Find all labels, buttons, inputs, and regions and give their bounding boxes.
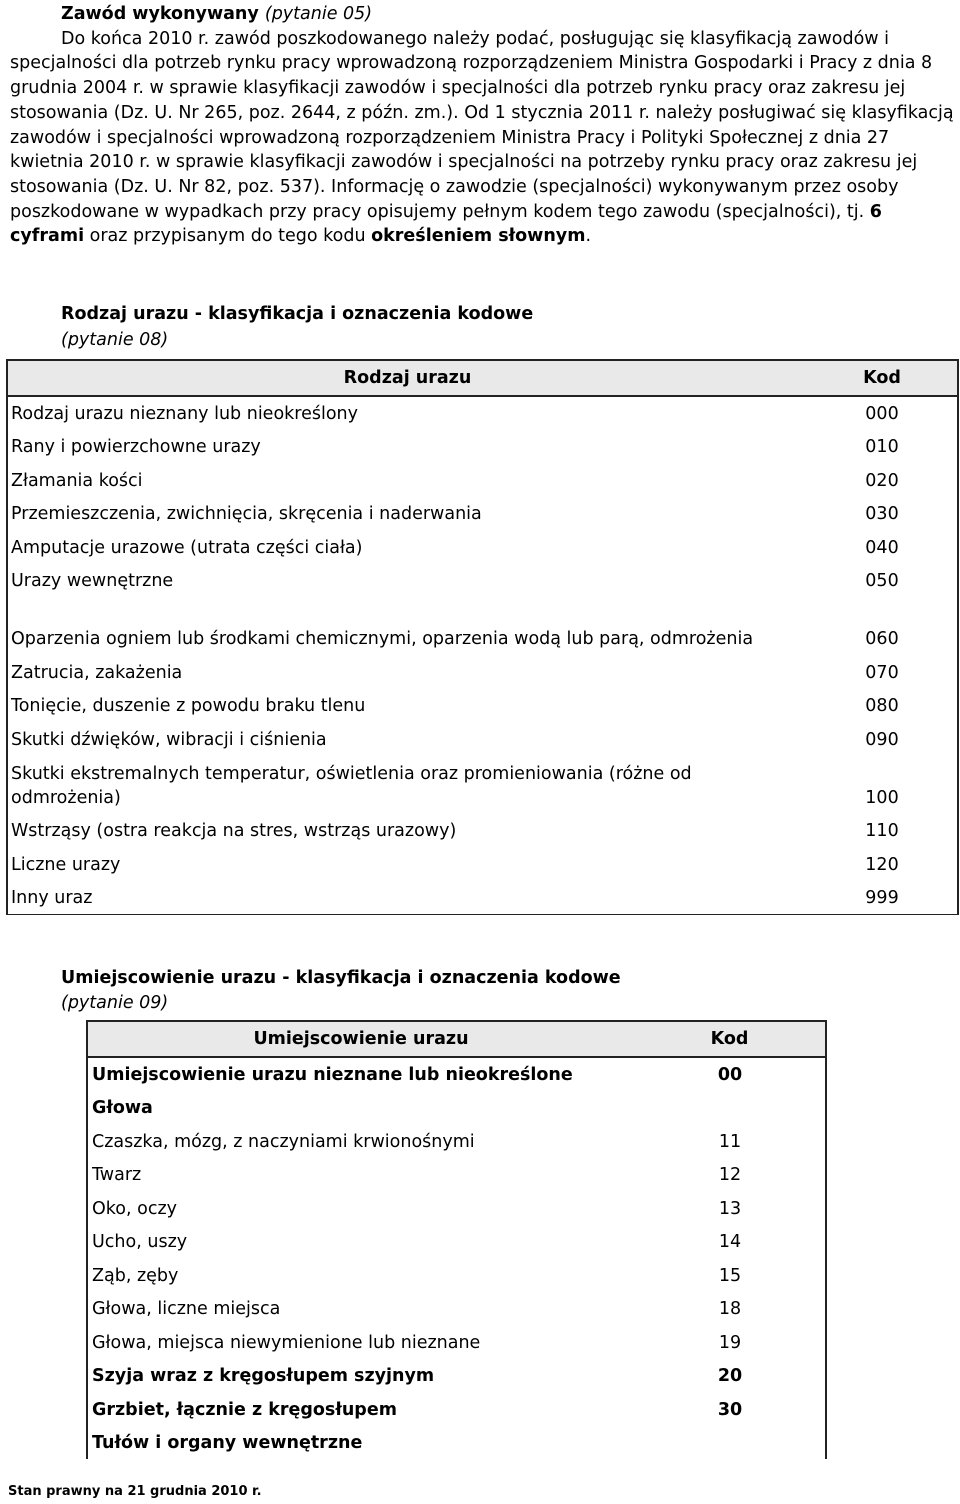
- table-row: [7, 396, 958, 430]
- row-code-cell: 20: [717, 1366, 743, 1386]
- row-code-cell: 11: [718, 1131, 742, 1152]
- row-code-cell: 060: [865, 629, 899, 649]
- intro-bold-2: określeniem słownym: [371, 226, 586, 247]
- column-header-code: Kod: [631, 1021, 826, 1057]
- row-name-cell: Skutki dźwięków, wibracji i ciśnienia: [11, 729, 327, 750]
- row-name-cell: Liczne urazy: [11, 854, 121, 875]
- table-row: [87, 1359, 826, 1393]
- row-code-cell: 040: [865, 537, 899, 558]
- intro-title-paren: (pytanie 05): [264, 4, 373, 24]
- intro-bold-1: 6 cyframi: [10, 201, 882, 247]
- row-name-cell: Tonięcie, duszenie z powodu braku tlenu: [11, 696, 366, 716]
- table-row: [87, 1124, 826, 1158]
- table-row: [7, 847, 958, 881]
- injury-type-table: [6, 359, 959, 915]
- row-name-cell: Skutki ekstremalnych temperatur, oświetlenia oraz promieniowania (różne od odmrożenia): [11, 763, 692, 808]
- row-name-cell: Głowa, miejsca niewymienione lub nieznane: [92, 1332, 481, 1353]
- row-name-cell: Szyja wraz z kręgosłupem szyjnym: [92, 1366, 435, 1386]
- row-code-cell: 000: [865, 403, 899, 424]
- table-header-row: [87, 1021, 826, 1057]
- row-code-cell: 010: [865, 437, 899, 457]
- injury-type-heading: Rodzaj urazu - klasyfikacja i oznaczenia kodowe: [61, 304, 534, 324]
- row-name-cell: Oparzenia ogniem lub środkami chemicznymi, oparzenia wodą lub parą, odmrożenia: [11, 629, 754, 649]
- row-code-cell: 19: [718, 1332, 742, 1353]
- injury-type-subheading: (pytanie 08): [61, 330, 169, 350]
- row-code-cell: 00: [717, 1064, 743, 1085]
- row-name-cell: Przemieszczenia, zwichnięcia, skręcenia i naderwania: [11, 504, 482, 524]
- row-code-cell: 30: [717, 1399, 743, 1420]
- row-name-cell: Zatrucia, zakażenia: [11, 662, 183, 683]
- intro-section: [10, 2, 955, 249]
- row-code-cell: 13: [718, 1198, 742, 1219]
- injury-location-table: [86, 1020, 827, 1459]
- injury-location-subheading: (pytanie 09): [61, 993, 169, 1013]
- row-code-cell: 110: [865, 821, 899, 841]
- table-row: [7, 597, 958, 655]
- row-name-cell: Ząb, zęby: [92, 1265, 179, 1286]
- row-name-cell: Amputacje urazowe (utrata części ciała): [11, 537, 363, 558]
- row-code-cell: 030: [865, 504, 899, 524]
- row-code-cell: [631, 1091, 826, 1125]
- row-code-cell: 12: [718, 1165, 742, 1185]
- row-name-cell: Wstrząsy (ostra reakcja na stres, wstrząs urazowy): [11, 821, 457, 841]
- row-name-cell: Tułów i organy wewnętrzne: [92, 1433, 363, 1453]
- intro-first-line: Do końca 2010 r. zawód poszkodowanego należy podać, posługując się klasyfikacją zawodów i: [61, 28, 890, 49]
- table-row: [87, 1258, 826, 1292]
- table-row: [7, 564, 958, 598]
- table-row: [87, 1325, 826, 1359]
- table-row: [7, 722, 958, 756]
- row-code-cell: 080: [865, 696, 899, 716]
- row-code-cell: 14: [718, 1232, 742, 1252]
- table-row: [87, 1158, 826, 1192]
- intro-title-main: Zawód wykonywany: [61, 4, 259, 24]
- row-name-cell: Umiejscowienie urazu nieznane lub nieokreślone: [92, 1064, 573, 1085]
- row-name-cell: Inny uraz: [11, 887, 93, 908]
- row-code-cell: 090: [865, 729, 899, 750]
- table-row: [87, 1091, 826, 1125]
- table-row: [87, 1225, 826, 1259]
- table-row: [87, 1426, 826, 1460]
- table-row: [7, 756, 958, 814]
- intro-body-1: specjalności dla potrzeb rynku pracy wprowadzoną rozporządzeniem Ministra Gospodarki i Pracy z dnia 8 grudnia 2004 r. w sprawie klasyfikacji zawodów i specjalności dla potrzeb rynku pracy oraz zakresu jej stosowania (Dz. U. Nr 265, poz. 2644, z późn. zm.). Od 1 stycznia 2011 r. należy posługiwać się klasyfikacją zawodów i specjalności wprowadzoną rozporządzeniem Ministra Pracy i Polityki Społecznej z dnia 27 kwietnia 2010 r. w sprawie klasyfikacji zawodów i specjalności na potrzeby rynku pracy oraz zakresu jej stosowania (Dz. U. Nr 82, poz. 537). Informację o zawodzie (specjalności) wykonywanym przez osoby poszkodowane w wypadkach przy pracy opisujemy pełnym kodem tego zawodu (specjalności), tj.: [10, 53, 954, 222]
- row-code-cell: [631, 1426, 826, 1460]
- table-row: [7, 497, 958, 531]
- row-name-cell: Urazy wewnętrzne: [11, 571, 174, 591]
- row-name-cell: Oko, oczy: [92, 1198, 177, 1219]
- row-name-cell: Grzbiet, łącznie z kręgosłupem: [92, 1399, 397, 1420]
- table-row: [87, 1057, 826, 1091]
- row-name-cell: Twarz: [92, 1165, 142, 1185]
- row-code-cell: 999: [865, 887, 899, 908]
- table-row: [87, 1292, 826, 1326]
- table-row: [87, 1392, 826, 1426]
- intro-end: .: [585, 226, 592, 247]
- table-row: [87, 1191, 826, 1225]
- column-header-name: Rodzaj urazu: [7, 360, 804, 396]
- intro-body-2: oraz przypisanym do tego kodu: [89, 226, 366, 247]
- row-code-cell: 15: [718, 1265, 742, 1286]
- row-name-cell: Głowa, liczne miejsca: [92, 1299, 281, 1319]
- column-header-name: Umiejscowienie urazu: [87, 1021, 631, 1057]
- row-name-cell: Rany i powierzchowne urazy: [11, 437, 261, 457]
- table-row: [7, 655, 958, 689]
- table-row: [7, 430, 958, 464]
- intro-title: [10, 2, 955, 27]
- row-name-cell: Ucho, uszy: [92, 1232, 188, 1252]
- table-row: [7, 463, 958, 497]
- row-code-cell: 120: [865, 854, 899, 875]
- injury-location-heading: Umiejscowienie urazu - klasyfikacja i oznaczenia kodowe: [61, 968, 621, 988]
- row-name-cell: Czaszka, mózg, z naczyniami krwionośnymi: [92, 1131, 475, 1152]
- row-code-cell: 100: [865, 787, 899, 808]
- table-row: [7, 689, 958, 723]
- row-code-cell: 020: [865, 470, 899, 491]
- row-name-cell: Złamania kości: [11, 470, 143, 491]
- table-row: [7, 814, 958, 848]
- table-header-row: [7, 360, 958, 396]
- row-code-cell: 050: [865, 571, 899, 591]
- table-row: [7, 530, 958, 564]
- row-name-cell: Głowa: [92, 1098, 153, 1118]
- table-row: [7, 881, 958, 915]
- legal-status-footer: Stan prawny na 21 grudnia 2010 r.: [8, 1484, 262, 1499]
- column-header-code: Kod: [804, 360, 958, 396]
- row-code-cell: 18: [718, 1299, 742, 1319]
- row-code-cell: 070: [865, 662, 899, 683]
- intro-paragraph: [10, 27, 955, 249]
- row-name-cell: Rodzaj urazu nieznany lub nieokreślony: [11, 403, 359, 424]
